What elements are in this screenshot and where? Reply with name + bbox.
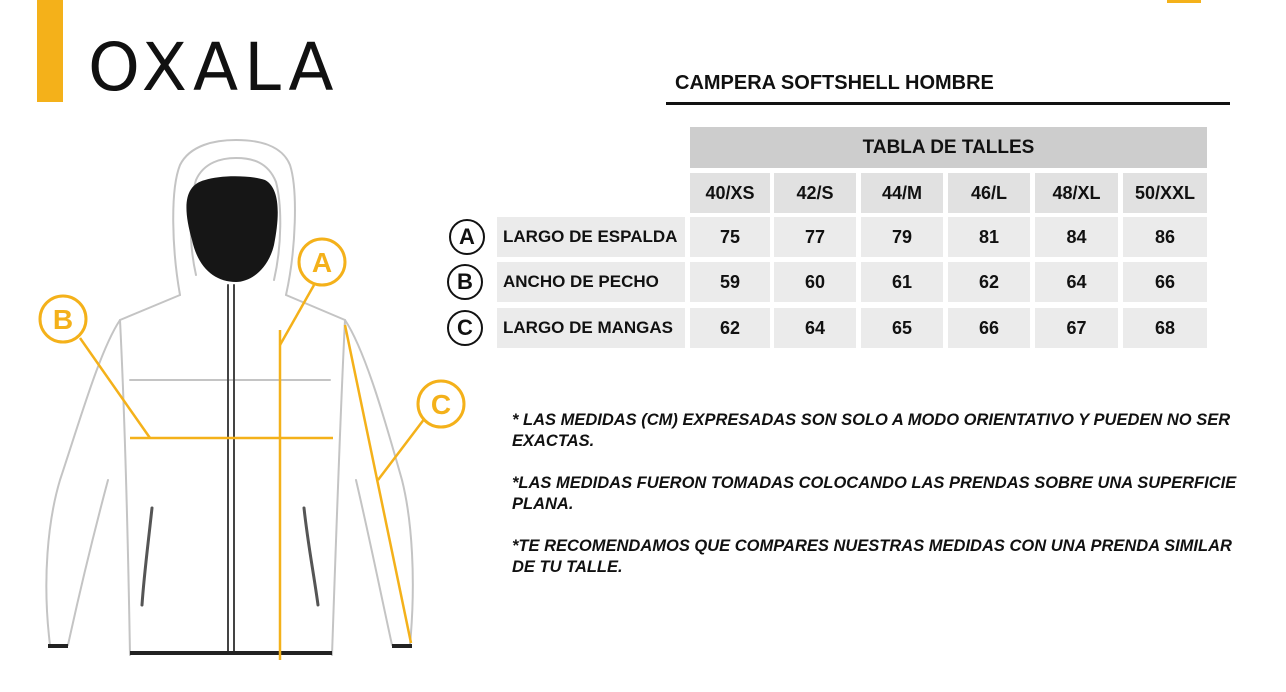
jacket-outline-icon: [0, 0, 480, 692]
row-marker-b: B: [447, 264, 483, 300]
table-cell: 81: [948, 217, 1030, 257]
table-cell: 64: [774, 308, 856, 348]
table-cell: 75: [690, 217, 770, 257]
table-cell: 84: [1035, 217, 1118, 257]
title-underline: [666, 102, 1230, 105]
size-header: 44/M: [861, 173, 943, 213]
table-title: TABLA DE TALLES: [690, 127, 1207, 168]
note-flat-surface: *LAS MEDIDAS FUERON TOMADAS COLOCANDO LAS PRENDAS SOBRE UNA SUPERFICIE PLANA.: [512, 474, 1237, 513]
table-cell: 67: [1035, 308, 1118, 348]
table-cell: 86: [1123, 217, 1207, 257]
diagram-label-a: A: [311, 247, 333, 278]
table-cell: 66: [1123, 262, 1207, 302]
row-label-chest-width: ANCHO DE PECHO: [497, 262, 685, 302]
table-cell: 64: [1035, 262, 1118, 302]
row-marker-c: C: [447, 310, 483, 346]
table-cell: 66: [948, 308, 1030, 348]
note-orientative: * LAS MEDIDAS (CM) EXPRESADAS SON SOLO A MODO ORIENTATIVO Y PUEDEN NO SER EXACTAS.: [512, 411, 1231, 450]
table-cell: 77: [774, 217, 856, 257]
table-cell: 65: [861, 308, 943, 348]
top-accent-mark: [1167, 0, 1201, 3]
size-header: 48/XL: [1035, 173, 1118, 213]
size-header: 50/XXL: [1123, 173, 1207, 213]
size-header: 40/XS: [690, 173, 770, 213]
diagram-label-c: C: [430, 389, 452, 420]
size-header: 42/S: [774, 173, 856, 213]
row-marker-a: A: [449, 219, 485, 255]
diagram-label-b: B: [52, 304, 74, 335]
product-title: CAMPERA SOFTSHELL HOMBRE: [675, 72, 994, 94]
size-header: 46/L: [948, 173, 1030, 213]
table-cell: 59: [690, 262, 770, 302]
table-cell: 62: [690, 308, 770, 348]
row-label-sleeve-length: LARGO DE MANGAS: [497, 308, 685, 348]
table-cell: 60: [774, 262, 856, 302]
note-compare: *TE RECOMENDAMOS QUE COMPARES NUESTRAS MEDIDAS CON UNA PRENDA SIMILAR DE TU TALLE.: [512, 537, 1232, 576]
table-cell: 68: [1123, 308, 1207, 348]
table-cell: 61: [861, 262, 943, 302]
brand-logo: OXALA: [88, 29, 340, 106]
row-label-back-length: LARGO DE ESPALDA: [497, 217, 685, 257]
table-cell: 79: [861, 217, 943, 257]
table-cell: 62: [948, 262, 1030, 302]
measurement-notes: [512, 410, 1252, 599]
